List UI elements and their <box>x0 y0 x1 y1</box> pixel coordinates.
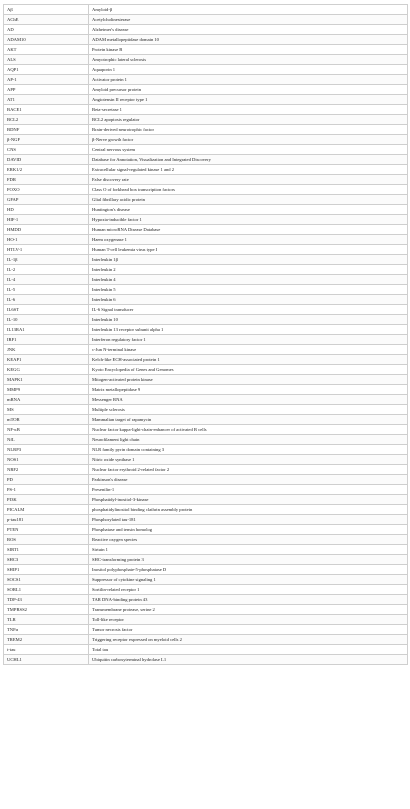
abbreviation-cell: HIF-1 <box>4 215 89 225</box>
definition-cell: Phosphatidyl-inositol-3-kinase <box>89 495 408 505</box>
abbreviation-cell: JNK <box>4 345 89 355</box>
definition-cell: Multiple sclerosis <box>89 405 408 415</box>
abbreviation-cell: AP-1 <box>4 75 89 85</box>
definition-cell: False discovery rate <box>89 175 408 185</box>
definition-cell: Alzheimer's disease <box>89 25 408 35</box>
abbreviation-cell: AQP1 <box>4 65 89 75</box>
abbreviation-cell: HTLV-1 <box>4 245 89 255</box>
abbreviation-cell: mRNA <box>4 395 89 405</box>
table-row <box>4 615 408 625</box>
abbreviation-cell: UCHL1 <box>4 655 89 665</box>
definition-cell: Acetylcholinesterase <box>89 15 408 25</box>
abbreviation-cell: HMDD <box>4 225 89 235</box>
definition-cell: Transmembrane protease, serine 2 <box>89 605 408 615</box>
definition-cell: Mammalian target of rapamycin <box>89 415 408 425</box>
abbreviation-cell: t-tau <box>4 645 89 655</box>
table-row <box>4 495 408 505</box>
definition-cell: Sortilin-related receptor 1 <box>89 585 408 595</box>
table-row <box>4 475 408 485</box>
abbreviation-cell: SHIP1 <box>4 565 89 575</box>
table-row <box>4 425 408 435</box>
table-row <box>4 375 408 385</box>
abbreviation-cell: GFAP <box>4 195 89 205</box>
definition-cell: Interleukin 2 <box>89 265 408 275</box>
table-row <box>4 85 408 95</box>
definition-cell: phosphatidylinositol binding clathrin assembly protein <box>89 505 408 515</box>
table-row <box>4 45 408 55</box>
abbreviation-cell: IL6ST <box>4 305 89 315</box>
table-row <box>4 215 408 225</box>
definition-cell: Human microRNA Disease Database <box>89 225 408 235</box>
definition-cell: Extracellular signal-regulated kinase 1 and 2 <box>89 165 408 175</box>
table-row <box>4 365 408 375</box>
abbreviation-cell: PI3K <box>4 495 89 505</box>
abbreviation-cell: ERK1/2 <box>4 165 89 175</box>
abbreviation-cell: KEGG <box>4 365 89 375</box>
definition-cell: Angiotensin II receptor type 1 <box>89 95 408 105</box>
abbreviation-cell: TDP-43 <box>4 595 89 605</box>
abbreviation-cell: mTOR <box>4 415 89 425</box>
abbreviation-cell: NfL <box>4 435 89 445</box>
abbreviation-cell: IRF1 <box>4 335 89 345</box>
abbreviation-cell: PTEN <box>4 525 89 535</box>
table-row <box>4 15 408 25</box>
definition-cell: Phosphatase and tensin homolog <box>89 525 408 535</box>
table-row <box>4 565 408 575</box>
table-row <box>4 355 408 365</box>
definition-cell: Interferon regulatory factor 1 <box>89 335 408 345</box>
definition-cell: Sirtuin 1 <box>89 545 408 555</box>
table-row <box>4 125 408 135</box>
abbreviation-cell: AT1 <box>4 95 89 105</box>
abbreviation-cell: NLRP3 <box>4 445 89 455</box>
abbreviation-cell: SOCS1 <box>4 575 89 585</box>
abbreviation-cell: NRF2 <box>4 465 89 475</box>
abbreviation-cell: TMPRSS2 <box>4 605 89 615</box>
definition-cell: Matrix metallopeptidase 9 <box>89 385 408 395</box>
table-row <box>4 225 408 235</box>
abbreviation-cell: BDNF <box>4 125 89 135</box>
definition-cell: Inositol polyphosphate-5-phosphatase D <box>89 565 408 575</box>
abbreviation-cell: FDR <box>4 175 89 185</box>
abbreviation-cell: MAPK1 <box>4 375 89 385</box>
definition-cell: Phosphorylated tau-181 <box>89 515 408 525</box>
definition-cell: Interleukin 4 <box>89 275 408 285</box>
table-row <box>4 235 408 245</box>
abbreviation-cell: β-NGF <box>4 135 89 145</box>
abbreviation-cell: SIRT1 <box>4 545 89 555</box>
definition-cell: SHC-transforming protein 3 <box>89 555 408 565</box>
definition-cell: Glial fibrillary acidic protein <box>89 195 408 205</box>
abbreviations-table-body <box>4 5 408 665</box>
table-row <box>4 485 408 495</box>
table-row <box>4 555 408 565</box>
abbreviation-cell: NF-κB <box>4 425 89 435</box>
table-row <box>4 25 408 35</box>
table-row <box>4 165 408 175</box>
abbreviation-cell: BCL2 <box>4 115 89 125</box>
table-row <box>4 255 408 265</box>
abbreviation-cell: p-tau181 <box>4 515 89 525</box>
table-row <box>4 35 408 45</box>
table-row <box>4 515 408 525</box>
abbreviation-cell: IL-2 <box>4 265 89 275</box>
definition-cell: Interleukin 5 <box>89 285 408 295</box>
abbreviation-cell: SORL1 <box>4 585 89 595</box>
table-row <box>4 315 408 325</box>
definition-cell: Central nervous system <box>89 145 408 155</box>
abbreviation-cell: APP <box>4 85 89 95</box>
table-row <box>4 635 408 645</box>
definition-cell: TAR DNA-binding protein 43 <box>89 595 408 605</box>
table-row <box>4 95 408 105</box>
table-row <box>4 655 408 665</box>
definition-cell: Beta-secretase 1 <box>89 105 408 115</box>
definition-cell: Neurofilament light chain <box>89 435 408 445</box>
abbreviation-cell: HD <box>4 205 89 215</box>
definition-cell: c-Jun N-terminal kinase <box>89 345 408 355</box>
definition-cell: Toll-like receptor <box>89 615 408 625</box>
definition-cell: Database for Annotation, Visualization and Integrated Discovery <box>89 155 408 165</box>
abbreviation-cell: PICALM <box>4 505 89 515</box>
definition-cell: Interleukin 6 <box>89 295 408 305</box>
definition-cell: BCL2 apoptosis regulator <box>89 115 408 125</box>
abbreviation-cell: SHC3 <box>4 555 89 565</box>
definition-cell: Nuclear factor erythroid 2-related factor 2 <box>89 465 408 475</box>
definition-cell: Presenilin-1 <box>89 485 408 495</box>
table-row <box>4 155 408 165</box>
abbreviation-cell: MS <box>4 405 89 415</box>
table-row <box>4 325 408 335</box>
definition-cell: Amyloid-β <box>89 5 408 15</box>
definition-cell: Human T-cell leukemia virus type I <box>89 245 408 255</box>
abbreviation-cell: PD <box>4 475 89 485</box>
abbreviation-cell: IL13RA1 <box>4 325 89 335</box>
abbreviation-cell: TLR <box>4 615 89 625</box>
definition-cell: Tumor necrosis factor <box>89 625 408 635</box>
definition-cell: Class O of forkhead box transcription factors <box>89 185 408 195</box>
abbreviation-cell: FOXO <box>4 185 89 195</box>
table-row <box>4 445 408 455</box>
definition-cell: Haem oxygenase 1 <box>89 235 408 245</box>
definition-cell: Ubiquitin carboxyterminal hydrolase L1 <box>89 655 408 665</box>
table-row <box>4 5 408 15</box>
definition-cell: IL-6 Signal transducer <box>89 305 408 315</box>
abbreviation-cell: AKT <box>4 45 89 55</box>
table-row <box>4 265 408 275</box>
table-row <box>4 295 408 305</box>
table-row <box>4 525 408 535</box>
abbreviation-cell: IL-5 <box>4 285 89 295</box>
definition-cell: Huntington's disease <box>89 205 408 215</box>
abbreviation-cell: TREM2 <box>4 635 89 645</box>
abbreviation-cell: ADAM10 <box>4 35 89 45</box>
table-row <box>4 245 408 255</box>
abbreviation-cell: ROS <box>4 535 89 545</box>
table-row <box>4 135 408 145</box>
abbreviation-cell: IL-10 <box>4 315 89 325</box>
table-row <box>4 575 408 585</box>
table-row <box>4 75 408 85</box>
abbreviation-cell: IL-1β <box>4 255 89 265</box>
definition-cell: Total tau <box>89 645 408 655</box>
table-row <box>4 465 408 475</box>
definition-cell: Nuclear factor kappa-light-chain-enhancer of activated B cells <box>89 425 408 435</box>
table-row <box>4 205 408 215</box>
table-row <box>4 115 408 125</box>
table-row <box>4 105 408 115</box>
definition-cell: Kelch-like ECH-associated protein 1 <box>89 355 408 365</box>
table-row <box>4 285 408 295</box>
table-row <box>4 275 408 285</box>
abbreviation-cell: BACE1 <box>4 105 89 115</box>
abbreviation-cell: MMP9 <box>4 385 89 395</box>
definition-cell: Interleukin 1β <box>89 255 408 265</box>
table-row <box>4 545 408 555</box>
definition-cell: ADAM metallopeptidase domain 10 <box>89 35 408 45</box>
abbreviation-cell: PS-1 <box>4 485 89 495</box>
abbreviation-cell: ALS <box>4 55 89 65</box>
table-row <box>4 435 408 445</box>
abbreviation-cell: AChE <box>4 15 89 25</box>
abbreviations-table <box>3 4 408 665</box>
table-row <box>4 305 408 315</box>
definition-cell: β-Nerve growth factor <box>89 135 408 145</box>
table-row <box>4 455 408 465</box>
table-row <box>4 645 408 655</box>
table-row <box>4 185 408 195</box>
table-row <box>4 505 408 515</box>
definition-cell: Triggering receptor expressed on myeloid cells 2 <box>89 635 408 645</box>
table-row <box>4 585 408 595</box>
definition-cell: Hypoxia-inducible factor 1 <box>89 215 408 225</box>
definition-cell: NLR family pyrin domain containing 3 <box>89 445 408 455</box>
definition-cell: Amyotrophic lateral sclerosis <box>89 55 408 65</box>
table-row <box>4 385 408 395</box>
abbreviation-cell: AD <box>4 25 89 35</box>
definition-cell: Interleukin 13 receptor subunit alpha 1 <box>89 325 408 335</box>
table-row <box>4 535 408 545</box>
definition-cell: Kyoto Encyclopedia of Genes and Genomes <box>89 365 408 375</box>
definition-cell: Activator protein 1 <box>89 75 408 85</box>
definition-cell: Reactive oxygen species <box>89 535 408 545</box>
definition-cell: Suppressor of cytokine signaling 1 <box>89 575 408 585</box>
definition-cell: Brain-derived neurotrophic factor <box>89 125 408 135</box>
table-row <box>4 55 408 65</box>
abbreviation-cell: NOS1 <box>4 455 89 465</box>
definition-cell: Mitogen-activated protein kinase <box>89 375 408 385</box>
definition-cell: Interleukin 10 <box>89 315 408 325</box>
definition-cell: Aquaporin 1 <box>89 65 408 75</box>
abbreviation-cell: DAVID <box>4 155 89 165</box>
definition-cell: Parkinson's disease <box>89 475 408 485</box>
definition-cell: Protein kinase B <box>89 45 408 55</box>
table-row <box>4 195 408 205</box>
table-row <box>4 595 408 605</box>
abbreviation-cell: CNS <box>4 145 89 155</box>
table-row <box>4 605 408 615</box>
table-row <box>4 405 408 415</box>
table-row <box>4 625 408 635</box>
abbreviation-cell: HO-1 <box>4 235 89 245</box>
definition-cell: Amyloid precursor protein <box>89 85 408 95</box>
abbreviation-cell: IL-4 <box>4 275 89 285</box>
table-row <box>4 175 408 185</box>
table-row <box>4 415 408 425</box>
table-row <box>4 335 408 345</box>
abbreviation-cell: Aβ <box>4 5 89 15</box>
table-row <box>4 145 408 155</box>
table-row <box>4 65 408 75</box>
definition-cell: Nitric oxide synthase 1 <box>89 455 408 465</box>
abbreviation-cell: TNFα <box>4 625 89 635</box>
table-row <box>4 345 408 355</box>
abbreviation-cell: IL-6 <box>4 295 89 305</box>
definition-cell: Messenger RNA <box>89 395 408 405</box>
table-row <box>4 395 408 405</box>
abbreviation-cell: KEAP1 <box>4 355 89 365</box>
